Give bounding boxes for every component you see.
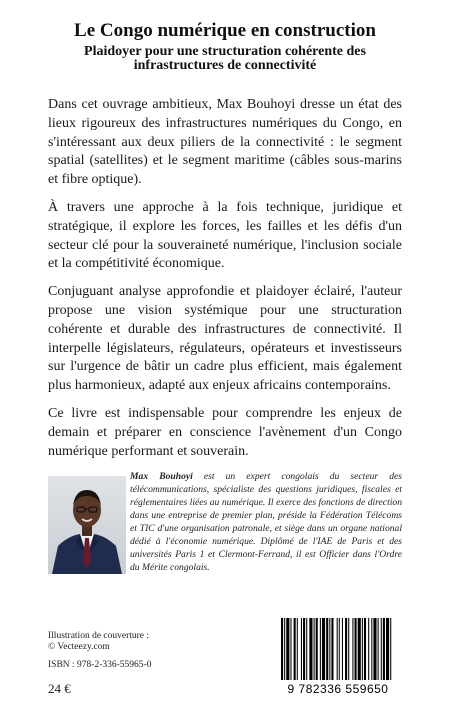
author-block: [48, 470, 402, 580]
summary-paragraph: Dans cet ouvrage ambitieux, Max Bouhoyi dresse un état des lieux rigoureux des infrastructures numériques du Congo, en s'intéressant aux deux piliers de la connectivité : le segment spatial (satellites) et le segment maritime (câbles sous-marins et fibre optique).: [48, 97, 402, 188]
author-bio: [130, 470, 402, 574]
summary-paragraph: Ce livre est indispensable pour comprendre les enjeux de demain et préparer en conscience l'avènement d'un Congo numérique performant et souverain.: [48, 405, 402, 459]
author-photo: [48, 476, 126, 574]
author-name: Max Bouhoyi: [130, 471, 193, 482]
credit-line: © Vecteezy.com: [48, 642, 110, 652]
barcode-bars: [273, 616, 403, 682]
isbn: ISBN : 978-2-336-55965-0: [48, 660, 152, 670]
price: 24 €: [48, 681, 71, 696]
summary-paragraph: Conjuguant analyse approfondie et plaidoyer éclairé, l'auteur propose une vision systémique pour une structuration cohérente et durable des infrastructures de connectivité. Il interpelle législateurs, régulateurs, opérateurs et investisseurs sur l'urgence de bâtir un cadre plus efficient, mais également plus harmonieux, adapté aux enjeux africains contemporains.: [48, 284, 402, 394]
barcode-digits: 9 782336 559650: [287, 682, 389, 696]
summary-text: [48, 96, 402, 470]
credit-line: Illustration de couverture :: [48, 631, 150, 641]
cover-credit: [48, 631, 248, 653]
barcode: [273, 616, 403, 700]
book-subtitle: Plaidoyer pour une structuration cohérente des infrastructures de connectivité: [84, 44, 366, 73]
summary-paragraph: À travers une approche à la fois technique, juridique et stratégique, il explore les forces, les failles et les défis d'un secteur clé pour la souveraineté numérique, l'inclusion sociale et la compétitivité économique.: [48, 199, 402, 272]
book-title: Le Congo numérique en construction: [74, 20, 376, 41]
author-bio-text: est un expert congolais du secteur des télécommunications, spécialiste des questions juridiques, fiscales et réglementaires liées au numérique. Il exerce des fonctions de direction dans une entreprise de premier plan, préside la Fédération Télécoms et TIC d'une organisation patronale, et siège dans un organe national dédié à l'économie numérique. Diplômé de l'IAE de Paris et des universités Paris 1 et Clermont-Ferrand, il est Officier dans l'Ordre du Mérite congolais.: [130, 471, 402, 573]
